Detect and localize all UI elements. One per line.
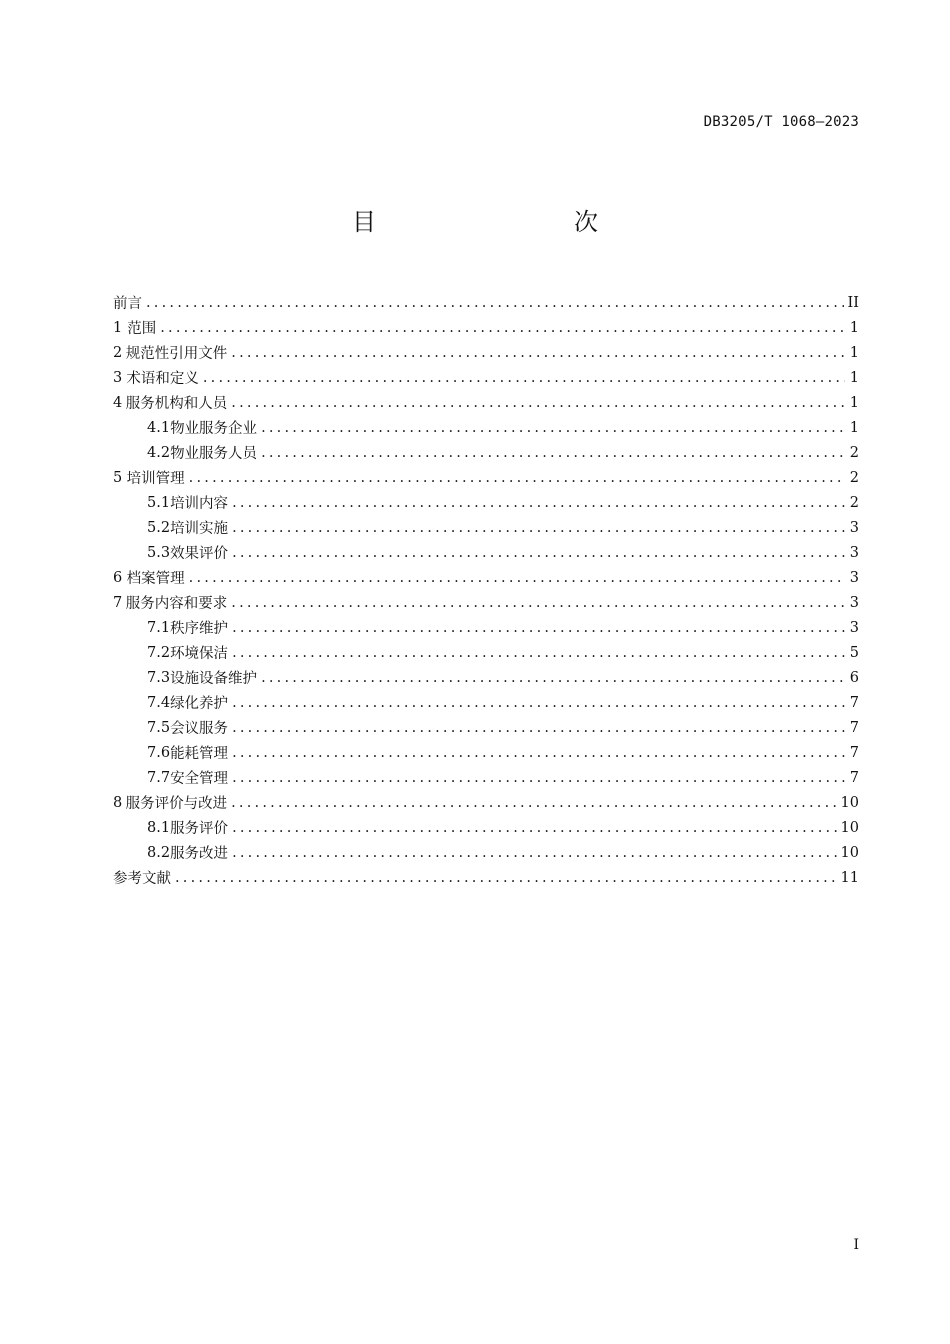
toc-entry-page: 1 xyxy=(849,319,859,336)
toc-entry-label: 服务评价 xyxy=(170,821,229,837)
toc-entry-label: 培训内容 xyxy=(170,496,229,512)
toc-entry[interactable] xyxy=(113,315,859,340)
toc-entry-page: 3 xyxy=(849,519,859,536)
toc-entry-number: 2 xyxy=(113,344,123,361)
toc-entry-number: 7 xyxy=(113,594,123,611)
toc-dot-leader xyxy=(231,795,836,811)
toc-entry-label: 档案管理 xyxy=(126,571,185,587)
toc-entry-number: 4 xyxy=(113,394,123,411)
toc-entry-label: 服务内容和要求 xyxy=(125,596,228,612)
toc-entry-page: 3 xyxy=(849,544,859,561)
toc-dot-leader xyxy=(232,845,836,861)
toc-entry-label: 术语和定义 xyxy=(126,371,199,387)
toc-entry-number: 5 xyxy=(113,469,123,486)
toc-entry-label: 参考文献 xyxy=(113,871,171,887)
toc-entry[interactable] xyxy=(113,815,859,840)
toc-entry-label: 培训管理 xyxy=(126,471,185,487)
toc-dot-leader xyxy=(160,320,845,336)
toc-entry-page: 5 xyxy=(849,644,859,661)
toc-entry-number: 7.7 xyxy=(147,769,171,786)
page-number: I xyxy=(853,1237,859,1253)
toc-entry[interactable] xyxy=(113,690,859,715)
toc-entry[interactable] xyxy=(113,365,859,390)
toc-entry-number: 7.6 xyxy=(147,744,171,761)
toc-entry-page: 1 xyxy=(849,419,859,436)
toc-entry[interactable] xyxy=(113,790,859,815)
toc-dot-leader xyxy=(175,870,837,886)
toc-entry-label: 秩序维护 xyxy=(170,621,229,637)
toc-entry-page: 7 xyxy=(849,694,859,711)
toc-entry[interactable] xyxy=(113,515,859,540)
toc-entry-page: 10 xyxy=(840,844,859,861)
toc-entry[interactable] xyxy=(113,615,859,640)
toc-dot-leader xyxy=(232,620,845,636)
toc-entry-label: 安全管理 xyxy=(170,771,229,787)
toc-entry-page: II xyxy=(847,294,859,311)
toc-dot-leader xyxy=(232,520,845,536)
toc-entry[interactable] xyxy=(113,565,859,590)
toc-entry-label: 服务评价与改进 xyxy=(125,796,228,812)
toc-entry-page: 6 xyxy=(849,669,859,686)
toc-entry-number: 5.3 xyxy=(147,544,171,561)
toc-entry[interactable] xyxy=(113,665,859,690)
toc-dot-leader xyxy=(189,570,845,586)
toc-entry-number: 5.1 xyxy=(147,494,171,511)
toc-entry[interactable] xyxy=(113,415,859,440)
toc-entry[interactable] xyxy=(113,540,859,565)
toc-title: 目 次 xyxy=(352,208,648,236)
toc-entry-number: 7.3 xyxy=(147,669,171,686)
toc-entry-number: 7.5 xyxy=(147,719,171,736)
toc-entry-label: 前言 xyxy=(113,296,142,312)
toc-entry-label: 服务改进 xyxy=(170,846,229,862)
toc-entry-page: 3 xyxy=(849,569,859,586)
toc-entry-label: 范围 xyxy=(127,321,157,337)
toc-dot-leader xyxy=(232,770,845,786)
toc-dot-leader xyxy=(261,420,845,436)
toc-entry-number: 7.4 xyxy=(147,694,171,711)
toc-entry-page: 1 xyxy=(849,344,859,361)
toc-dot-leader xyxy=(231,395,845,411)
toc-entry-page: 1 xyxy=(849,369,859,386)
toc-entry-label: 绿化养护 xyxy=(170,696,229,712)
toc-dot-leader xyxy=(232,695,845,711)
toc-entry[interactable] xyxy=(113,290,859,315)
toc-entry-label: 服务机构和人员 xyxy=(125,396,228,412)
toc-entry-number: 5.2 xyxy=(147,519,171,536)
toc-entry[interactable] xyxy=(113,440,859,465)
toc-entry-label: 环境保洁 xyxy=(170,646,229,662)
toc-entry-page: 10 xyxy=(840,794,859,811)
toc-entry-number: 4.1 xyxy=(147,419,171,436)
toc-entry[interactable] xyxy=(113,590,859,615)
toc-entry-number: 6 xyxy=(113,569,123,586)
toc-entry-page: 11 xyxy=(840,869,859,886)
toc-entry-page: 3 xyxy=(849,594,859,611)
toc-dot-leader xyxy=(203,370,845,386)
document-code: DB3205/T 1068—2023 xyxy=(703,114,859,130)
toc-entry-page: 2 xyxy=(849,494,859,511)
toc-entry-label: 能耗管理 xyxy=(170,746,229,762)
toc-entry-page: 7 xyxy=(849,744,859,761)
toc-entry-number: 8.1 xyxy=(147,819,171,836)
toc-dot-leader xyxy=(232,745,845,761)
toc-entry-label: 规范性引用文件 xyxy=(125,346,228,362)
toc-dot-leader xyxy=(232,495,845,511)
toc-entry-page: 2 xyxy=(849,469,859,486)
toc-entry[interactable] xyxy=(113,490,859,515)
toc-entry-number: 8 xyxy=(113,794,123,811)
toc-dot-leader xyxy=(231,595,845,611)
toc-entry[interactable] xyxy=(113,340,859,365)
toc-entry-label: 设施设备维护 xyxy=(170,671,258,687)
toc-entry-label: 物业服务人员 xyxy=(170,446,258,462)
toc-entry-label: 会议服务 xyxy=(170,721,229,737)
toc-dot-leader xyxy=(232,820,836,836)
toc-entry-page: 3 xyxy=(849,619,859,636)
toc-entry-page: 7 xyxy=(849,719,859,736)
toc-entry[interactable] xyxy=(113,715,859,740)
toc-dot-leader xyxy=(261,670,845,686)
toc-dot-leader xyxy=(232,545,845,561)
toc-entry-number: 3 xyxy=(113,369,123,386)
toc-entry-page: 10 xyxy=(840,819,859,836)
toc-entry-number: 7.2 xyxy=(147,644,171,661)
toc-entry[interactable] xyxy=(113,640,859,665)
toc-entry-label: 效果评价 xyxy=(170,546,229,562)
toc-entry-number: 8.2 xyxy=(147,844,171,861)
toc-entry-page: 7 xyxy=(849,769,859,786)
toc-entry-label: 物业服务企业 xyxy=(170,421,258,437)
toc-entry[interactable] xyxy=(113,390,859,415)
toc-dot-leader xyxy=(261,445,845,461)
toc-entry[interactable] xyxy=(113,465,859,490)
table-of-contents xyxy=(113,290,859,890)
toc-entry-number: 1 xyxy=(113,319,123,336)
toc-entry-number: 7.1 xyxy=(147,619,171,636)
toc-entry[interactable] xyxy=(113,740,859,765)
toc-entry[interactable] xyxy=(113,765,859,790)
toc-dot-leader xyxy=(232,720,845,736)
toc-dot-leader xyxy=(231,345,845,361)
toc-dot-leader xyxy=(146,295,844,311)
toc-entry-page: 2 xyxy=(849,444,859,461)
toc-dot-leader xyxy=(232,645,845,661)
toc-dot-leader xyxy=(189,470,845,486)
toc-entry[interactable] xyxy=(113,865,859,890)
toc-entry-number: 4.2 xyxy=(147,444,171,461)
toc-entry[interactable] xyxy=(113,840,859,865)
toc-entry-label: 培训实施 xyxy=(170,521,229,537)
toc-entry-page: 1 xyxy=(849,394,859,411)
